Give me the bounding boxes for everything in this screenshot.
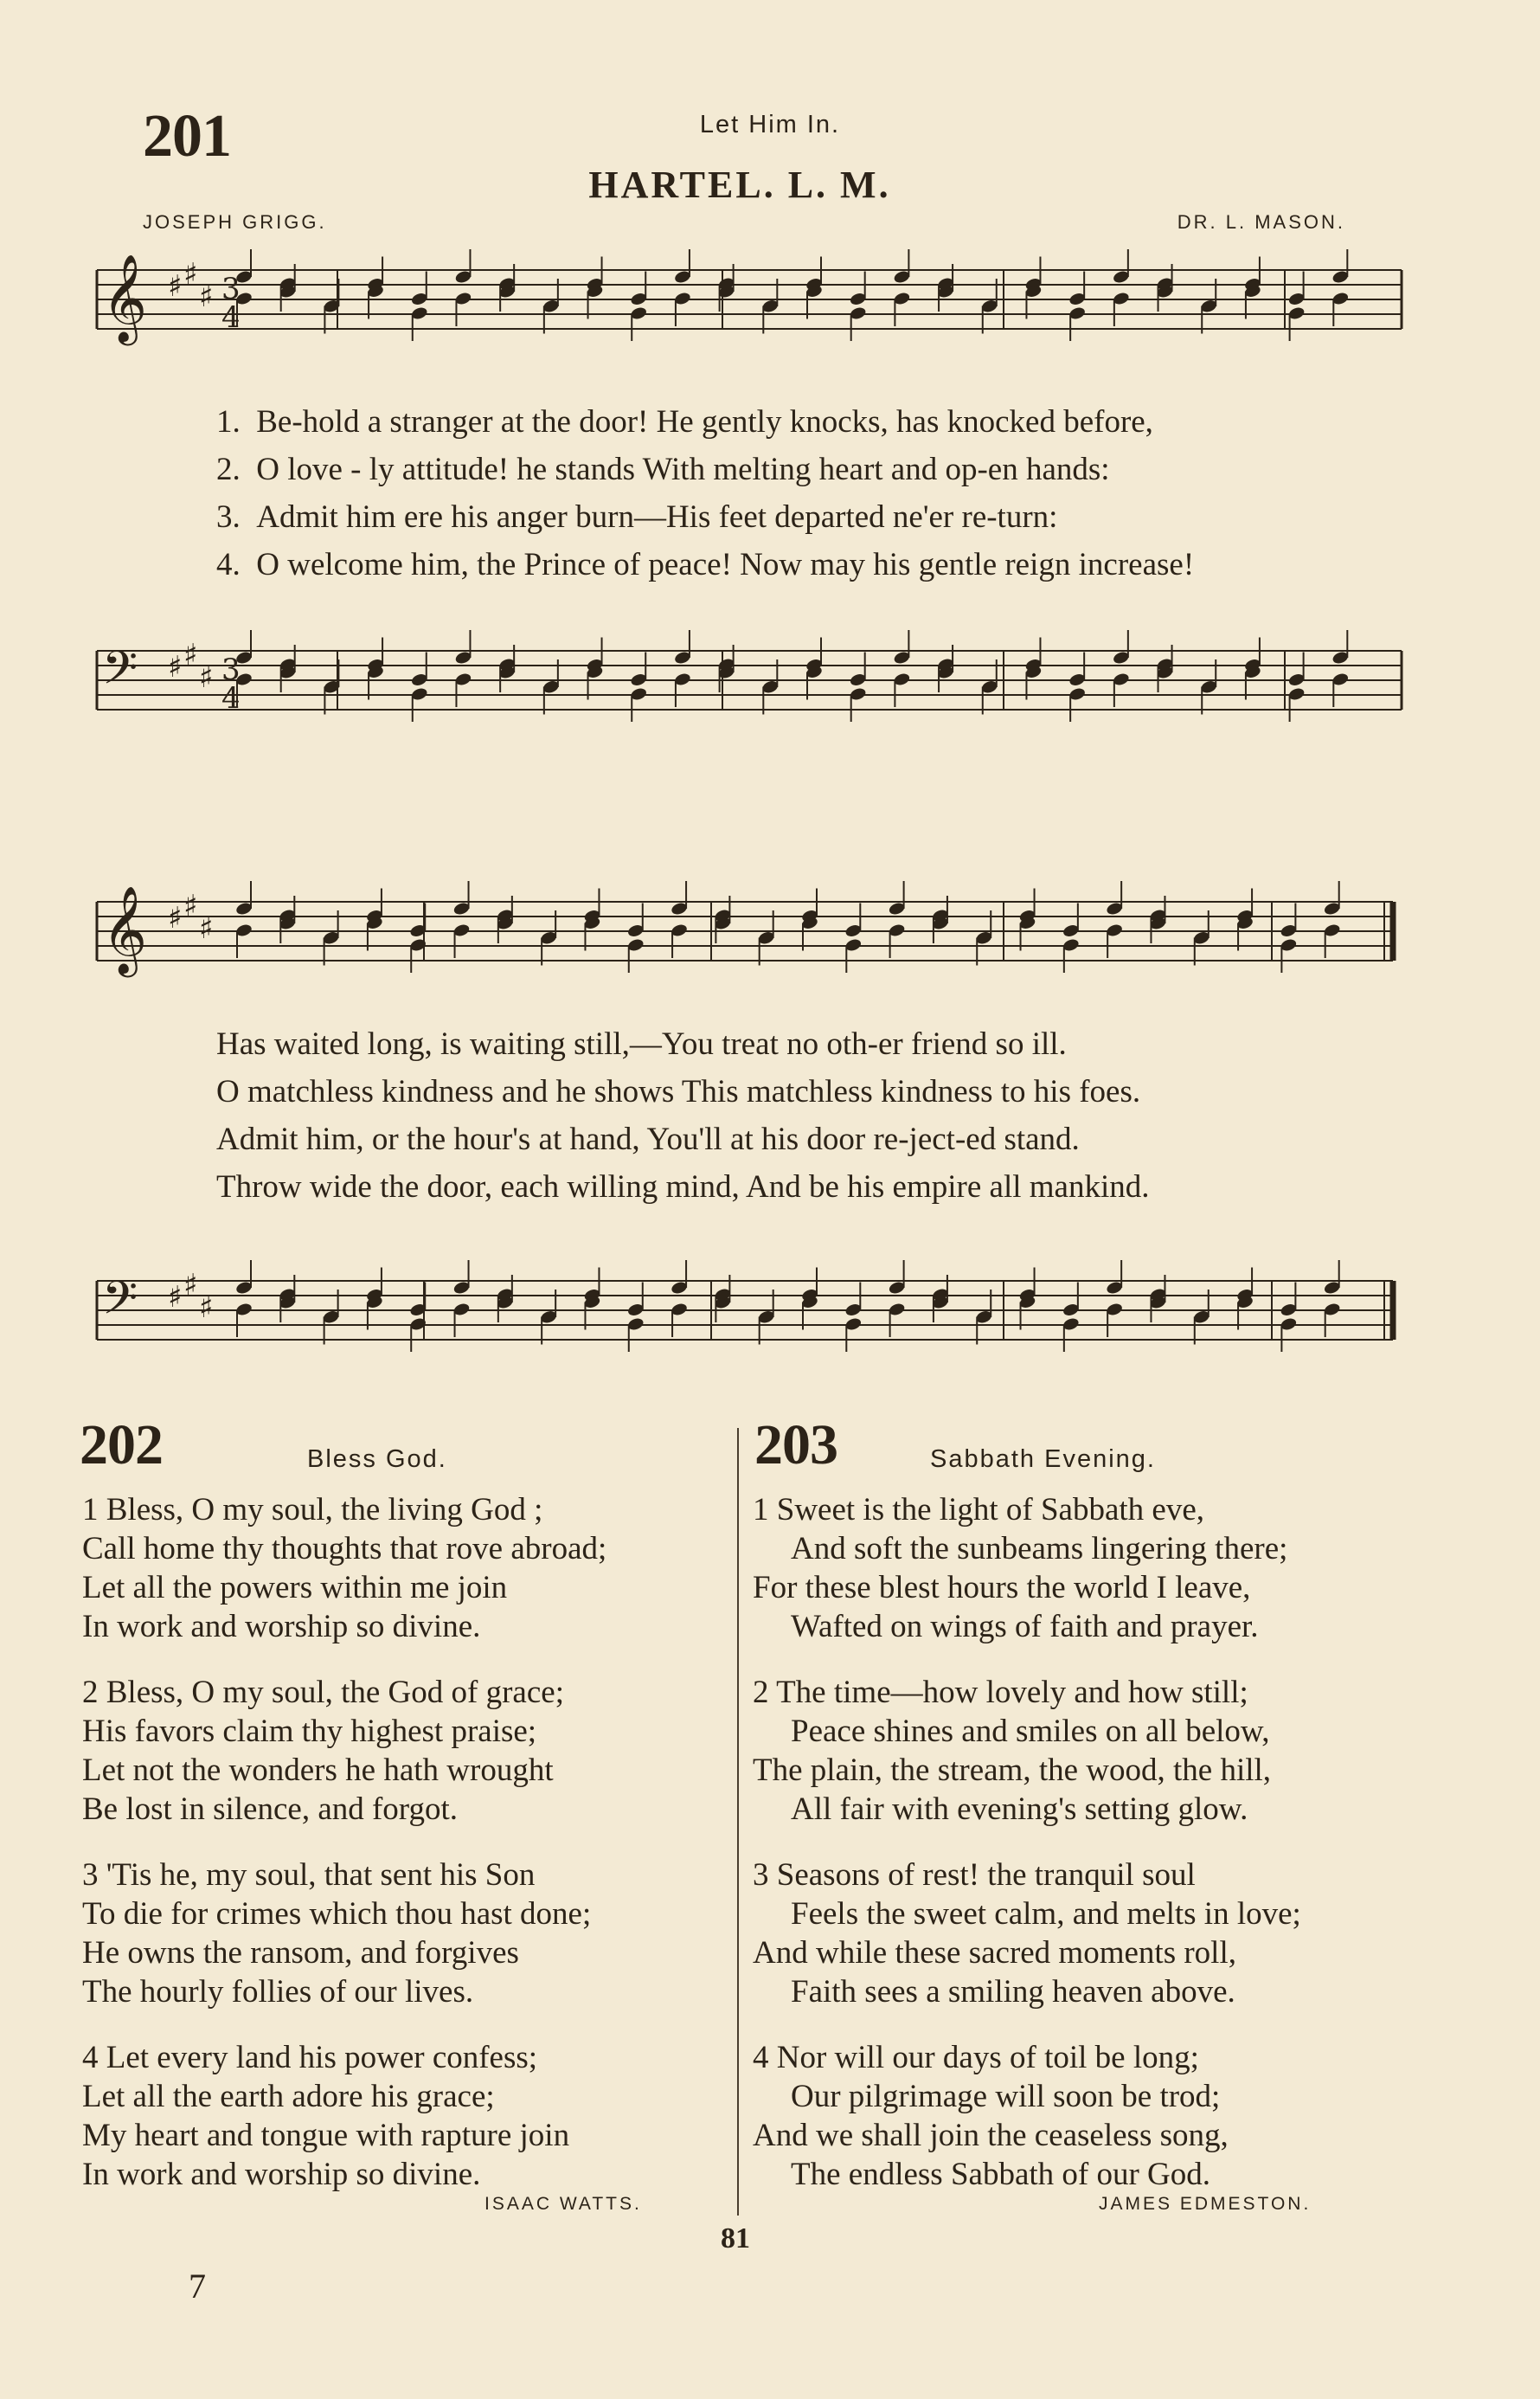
verse-line bbox=[216, 546, 1194, 594]
hymn-line: 2 The time—how lovely and how still; bbox=[753, 1675, 1248, 1710]
stanza bbox=[753, 1490, 1301, 1646]
bass-clef-icon: 𝄢 bbox=[102, 642, 138, 706]
sharp-icon: ♯ bbox=[168, 650, 183, 685]
stanza bbox=[753, 2038, 1301, 2194]
verse-text: O welcome him, the Prince of peace! Now may his gentle reign increase! bbox=[256, 547, 1195, 582]
time-signature-top: 3 bbox=[221, 653, 241, 687]
verse-line: Throw wide the door, each willing mind, And be his empire all mankind. bbox=[216, 1169, 1150, 1205]
hymn-line: Our pilgrimage will soon be trod; bbox=[791, 2079, 1221, 2114]
treble-clef-icon: 𝄞 bbox=[102, 884, 148, 974]
hymn-line: He owns the ransom, and forgives bbox=[82, 1935, 519, 1971]
stanza bbox=[82, 1673, 606, 1829]
time-signature-bottom: 4 bbox=[221, 681, 241, 716]
time-signature-top: 3 bbox=[221, 272, 241, 306]
signature-mark: 7 bbox=[189, 2267, 206, 2306]
hymn-202-author: ISAAC WATTS. bbox=[484, 2194, 642, 2214]
bass-clef-icon: 𝄢 bbox=[102, 1272, 138, 1336]
sharp-icon: ♯ bbox=[199, 660, 214, 695]
hymn-201-number: 201 bbox=[143, 103, 231, 170]
hymn-line: 2 Bless, O my soul, the God of grace; bbox=[82, 1675, 564, 1710]
hymn-201-verses-second-half bbox=[216, 1026, 1150, 1216]
hymn-202-title: Bless God. bbox=[307, 1445, 447, 1473]
page-number: 81 bbox=[721, 2222, 750, 2254]
hymn-202-text bbox=[82, 1490, 606, 2194]
hymn-line: My heart and tongue with rapture join bbox=[82, 2118, 570, 2153]
hymn-line: 1 Sweet is the light of Sabbath eve, bbox=[753, 1492, 1205, 1528]
treble-clef-icon: 𝄞 bbox=[102, 253, 148, 342]
sharp-icon: ♯ bbox=[199, 911, 214, 946]
hymn-203-text bbox=[753, 1490, 1301, 2194]
sharp-icon: ♯ bbox=[168, 269, 183, 304]
sharp-icon: ♯ bbox=[168, 1280, 183, 1315]
verse-text: Be-hold a stranger at the door! He gently knocks, has knocked before, bbox=[256, 404, 1153, 440]
hymn-line: Call home thy thoughts that rove abroad; bbox=[82, 1531, 607, 1566]
verse-line bbox=[216, 403, 1194, 451]
hymn-line: And soft the sunbeams lingering there; bbox=[791, 1531, 1288, 1566]
time-signature-bottom: 4 bbox=[221, 300, 241, 335]
hymn-line: Be lost in silence, and forgot. bbox=[82, 1791, 458, 1827]
hymn-line: The endless Sabbath of our God. bbox=[791, 2157, 1211, 2192]
hymn-line: 3 Seasons of rest! the tranquil soul bbox=[753, 1857, 1196, 1893]
hymn-line: Faith sees a smiling heaven above. bbox=[791, 1974, 1235, 2010]
hymn-line: His favors claim thy highest praise; bbox=[82, 1714, 537, 1749]
hymn-line: In work and worship so divine. bbox=[82, 1609, 481, 1644]
hymn-line: For these blest hours the world I leave, bbox=[753, 1570, 1251, 1605]
hymn-line: And we shall join the ceaseless song, bbox=[753, 2118, 1229, 2153]
hymn-line: All fair with evening's setting glow. bbox=[791, 1791, 1248, 1827]
hymn-201-subtitle: Let Him In. bbox=[699, 111, 841, 138]
hymn-line: Let all the powers within me join bbox=[82, 1570, 508, 1605]
stanza bbox=[753, 1856, 1301, 2011]
hymn-line: The plain, the stream, the wood, the hill, bbox=[753, 1753, 1272, 1788]
hymn-line: 3 'Tis he, my soul, that sent his Son bbox=[82, 1857, 536, 1893]
hymn-201-composer: DR. L. MASON. bbox=[1177, 211, 1345, 233]
stanza bbox=[753, 1673, 1301, 1829]
sharp-icon: ♯ bbox=[199, 1290, 214, 1325]
verse-line: Has waited long, is waiting still,—You treat no oth-er friend so ill. bbox=[216, 1026, 1067, 1062]
hymn-line: 4 Nor will our days of toil be long; bbox=[753, 2040, 1199, 2075]
hymn-line: 4 Let every land his power confess; bbox=[82, 2040, 538, 2075]
verse-number: 2. bbox=[216, 452, 241, 487]
verse-line: O matchless kindness and he shows This matchless kindness to his foes. bbox=[216, 1074, 1141, 1109]
stanza bbox=[82, 1490, 606, 1646]
hymn-201-tune-name: HARTEL. L. M. bbox=[588, 164, 891, 206]
sharp-icon: ♯ bbox=[199, 280, 214, 314]
hymn-203-author: JAMES EDMESTON. bbox=[1099, 2194, 1312, 2214]
verse-number: 4. bbox=[216, 547, 241, 582]
hymn-line: Peace shines and smiles on all below, bbox=[791, 1714, 1270, 1749]
verse-number: 3. bbox=[216, 499, 241, 535]
verse-line bbox=[216, 498, 1194, 546]
sharp-icon: ♯ bbox=[183, 889, 198, 923]
hymn-201-verses-first-half bbox=[216, 403, 1194, 594]
sharp-icon: ♯ bbox=[168, 901, 183, 936]
verse-text: O love - ly attitude! he stands With melting heart and op-en hands: bbox=[256, 452, 1110, 487]
hymn-line: In work and worship so divine. bbox=[82, 2157, 481, 2192]
hymn-201-author: JOSEPH GRIGG. bbox=[143, 211, 327, 233]
hymn-line: Feels the sweet calm, and melts in love; bbox=[791, 1896, 1301, 1932]
verse-text: Admit him ere his anger burn—His feet departed ne'er re-turn: bbox=[256, 499, 1058, 535]
hymn-line: 1 Bless, O my soul, the living God ; bbox=[82, 1492, 543, 1528]
stanza bbox=[82, 2038, 606, 2194]
verse-line bbox=[216, 451, 1194, 498]
hymn-line: Let not the wonders he hath wrought bbox=[82, 1753, 554, 1788]
hymn-line: To die for crimes which thou hast done; bbox=[82, 1896, 592, 1932]
hymn-203-title: Sabbath Evening. bbox=[930, 1445, 1156, 1473]
hymn-line: Wafted on wings of faith and prayer. bbox=[791, 1609, 1259, 1644]
hymn-202-number: 202 bbox=[80, 1413, 163, 1476]
hymn-line: The hourly follies of our lives. bbox=[82, 1974, 474, 2010]
hymn-203-number: 203 bbox=[754, 1413, 837, 1476]
hymn-line: Let all the earth adore his grace; bbox=[82, 2079, 495, 2114]
sharp-icon: ♯ bbox=[183, 257, 198, 292]
column-divider bbox=[737, 1428, 739, 2216]
stanza bbox=[82, 1856, 606, 2011]
sharp-icon: ♯ bbox=[183, 638, 198, 672]
hymn-line: And while these sacred moments roll, bbox=[753, 1935, 1236, 1971]
sharp-icon: ♯ bbox=[183, 1268, 198, 1302]
verse-line: Admit him, or the hour's at hand, You'll at his door re-ject-ed stand. bbox=[216, 1122, 1080, 1157]
verse-number: 1. bbox=[216, 404, 241, 440]
